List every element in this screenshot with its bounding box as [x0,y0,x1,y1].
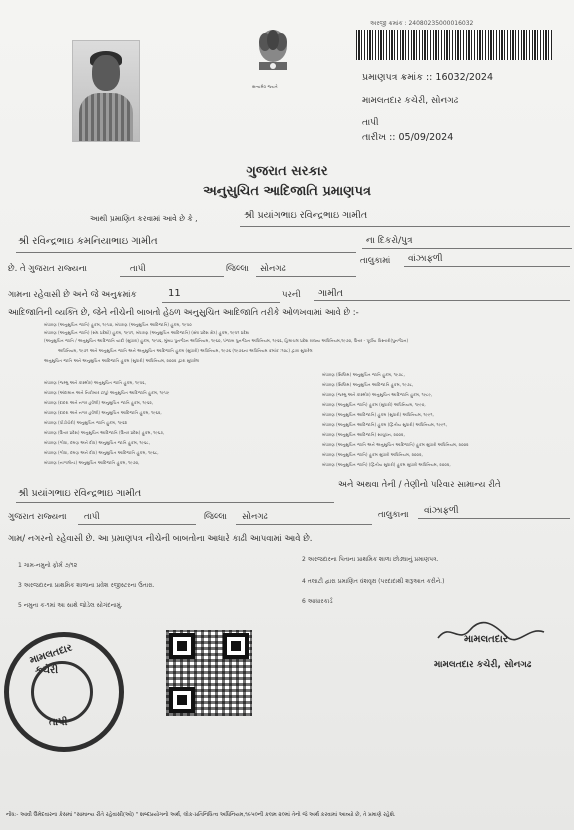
government-title: ગુજરાત સરકાર [246,164,328,179]
document-item: 2 અરજદારના પિતાના પ્રાથમિક શાળા છોડ્યાનું પ્રમાણપત્ર. [302,556,439,563]
state-label: ગુજરાત રાજ્યના [8,512,67,522]
taluka-value-2: સોનગઢ [242,512,268,522]
signature-text: મામલતદાર [464,634,508,645]
order-left: બંધારણ (ઉત્તર પ્રદેશ) અનુસુચિત આદિજાતિ (ઉત્તર પ્રદેશ) હુકમ, ૧૯૬૭, [44,430,165,435]
office-name: મામલતદાર કચેરી, સોનગઢ [362,96,459,106]
tribe-name: ગામીત [318,288,343,299]
order-line: અનુસુચિત જાતિ અને અનુસુચિત આદિજાતિ હુકમ (સુધારો) અધિનિયમ, ૨૦૦૨ દ્વારા સુધારેલ [44,358,200,363]
village-value-2: વાંઝાફળી [424,506,459,516]
stamp-emblem-icon [31,661,93,723]
relation: ના દિકરો/પુત્ર [366,236,413,246]
district-value-2: તાપી [84,512,100,522]
taluka-value: સોનગઢ [260,264,286,274]
document-item: 6 આધારકાર્ડ [302,598,333,605]
footer-note: નોંધ:- આવી ઉમેદવારના કેસમાં "સામાન્ય રીતે રહેવાસી(ઓ) " શબ્દપ્રયોગનો અર્થ, લોક-પ્રતિનિધિત્વ અધિનિયમ,૧૯૫૦ની કલમ ૨૦માં તેનો જે અર્થ કરવામાં આવ્યો છે, તે પ્રમાણે રહેશે. [6,812,396,818]
village-line: ગામના રહેવાસી છે અને જે અનુક્રમાંક [8,290,137,300]
order-right: બંધારણ (અનુસુચિત આદિજાતિ) હુકમ (સુધારો) અધિનિયમ, ૧૯૯૧, [322,412,434,417]
district-label-1: જિલ્લા [226,264,249,274]
serial-number: 11 [168,288,181,299]
applicant-photo [72,40,140,142]
tribe-label: પરની [282,290,301,300]
office-stamp: મામલતદાર કચેરી તાપી [4,632,124,752]
family-line: અને અથવા તેની / તેણીનો પરિવાર સામાન્ય રીતે [338,480,501,490]
order-left: બંધારણ (દાદરા અને નગર હવેલી) અનુસુચિત આદિજાતિ હુકમ, ૧૯૬૨, [44,410,162,415]
document-item: 5 નમુના ક-૧માં આ સાથે જોડેલ સોગંદનામું. [18,602,123,609]
village-value: વાંઝાફળી [408,254,443,264]
order-left: બંધારણ (અંદામાન અને નિકોબાર ટાપુ) અનુસુચિત આદિજાતિ હુકમ, ૧૯૫૯ [44,390,170,395]
recognized-line: આદિજાતિની વ્યક્તિ છે, જેને નીચેની બાબતો હેઠળ અનુસુચિત આદિજાતિ તરીકે ઓળખવામાં આવે છે :- [8,308,359,318]
order-left: બંધારણ (પોંડીચેરી) અનુસુચિત જાતિ હુકમ, ૧૯૬૪ [44,420,128,425]
taluka-label: તાલુકામાં [360,256,391,266]
order-line: (અનુસુચિત જાતિ / અનુસુચિત આદિજાતિ યાદી (સુધારા) હુકમ, ૧૯૫૬, મુંબઇ પુનર્ગઠન અધિનિયમ, ૧૯૬૦, પંજાબ પુનર્ગઠન અધિનિયમ, ૧૯૬૬, હિમાચલ પ્રદેશ રાજ્ય અધિનિયમ,૧૯૭૦, ઉત્તર - પૂર્વીય વિસ્તારો(પુનર્ગઠન) [44,338,409,343]
certificate-title: અનુસુચિત આદિજાતિ પ્રમાણપત્ર [203,184,371,199]
applicant-name-2: શ્રી પ્રયાંગભાઇ રવિન્દ્રભાઇ ગામીત [18,488,142,499]
order-right: બંધારણ (જમ્મુ અને કાશ્મીર) અનુસુચિત આદિજાતિ હુકમ, ૧૯૮૯, [322,392,433,397]
district-label: તાપી [362,118,379,128]
order-right: બંધારણ (સિક્કિમ) અનુસુચિત જાતિ હુકમ, ૧૯૭૮, [322,372,405,377]
order-right: બંધારણ (અનુસુચિત જાતિ અને અનુસુચિત આદિજાતિ) હુકમ સુધારો અધિનિયમ, ૨૦૦૨ [322,442,469,447]
certify-line: આથી પ્રમાણિત કરવામાં આવે છે કે , [90,214,198,223]
order-left: બંધારણ (ગોવા, દમણ અને દીવ) અનુસુચિત આદિજાતિ હુકમ, ૧૯૬૮, [44,450,159,455]
barcode [356,30,552,60]
order-right: બંધારણ (અનુસુચિત જાતિ) હુકમ સુધારો અધિનિયમ, ૨૦૦૨, [322,452,423,457]
order-line: બંધારણ (અનુસુચિત જાતિ) હુકમ, ૧૯૫૦, બંધારણ (અનુસુચિત આદિજાતિ) હુકમ, ૧૯૫૦ [44,322,192,327]
applicant-name: શ્રી પ્રયાંગભાઇ રવિન્દ્રભાઇ ગામીત [244,210,368,221]
order-right: બંધારણ (અનુસુચિત આદિજાતિ) સાચુધન, ૨૦૦૨, [322,432,405,437]
order-left: બંધારણ (જમ્મુ અને કાશ્મીર) અનુસુચિત જાતિ હુકમ, ૧૯૫૬, [44,380,146,385]
certificate-number: પ્રમાણપત્ર ક્રમાંક :: 16032/2024 [362,72,493,83]
qr-code [166,630,252,716]
issue-date: તારીખ :: 05/09/2024 [362,132,454,143]
order-line: બંધારણ (અનુસુચિત જાતિ) (સંઘ પ્રદેશો) હુકમ, ૧૯૫૧, બંધારણ (અનુસુચિત આદિજાતિ) (સંઘ પ્રદેશ ક્ષેત્ર) હુકમ, ૧૯૫૧ પ્રદેશ [44,330,250,335]
application-number: અરજી ક્રમાંક : 24080235000016032 [370,20,474,27]
document-item: 3 અરજદારના પ્રાથમિક શાળાના પ્રવેશ રજીસ્ટરના ઉતારા. [18,582,155,589]
taluka-label-2: તાલુકાના [378,510,409,520]
order-right: બંધારણ (અનુસુચિત જાતિ) હુકમ (સુધારો) અધિનિયમ, ૧૯૯૦, [322,402,426,407]
order-left: બંધારણ (ગોવા, દમણ અને દીવ) અનુસુચિત જાતિ હુકમ, ૧૯૬૮, [44,440,150,445]
emblem-motto: સત્યમેવ જયતે [252,84,278,89]
national-emblem-icon [249,22,297,84]
residence-prefix: છે. તે ગુજરાત રાજ્યના [8,264,87,274]
order-line: અધિનિયમ, ૧૯૭૧ અને અનુસુચિત જાતિ અને અનુસુચિત આદિજાતિ હુકમ (સુધારો) અધિનિયમ, ૧૯૭૬ (૧૯૭૬ના અધિનિયમ ક્રમાંક :૧૦૮) દ્વારા સુધારેલ [58,348,313,353]
order-right: બંધારણ (અનુસુચિત આદિજાતિ) હુકમ (દ્વિતીય સુધારો) અધિનિયમ, ૧૯૯૧, [322,422,447,427]
order-left: બંધારણ (નાગાલેન્ડ) અનુસુચિત આદિજાતિ હુકમ, ૧૯૭૦, [44,460,140,465]
order-right: બંધારણ (સિક્કિમ) અનુસુચિત આદિજાતિ હુકમ, ૧૯૭૮, [322,382,414,387]
document-item: 4 તલાટી દ્વારા પ્રમાણિત વંશવૃક્ષ (પરદાદાથી શરૂઆત કરીને.) [302,578,445,585]
district-value: તાપી [130,264,146,274]
district-label-2: જિલ્લા [204,512,227,522]
order-left: બંધારણ (દાદરા અને નગર હવેલી) અનુસુચિત જાતિ હુકમ, ૧૯૬૨, [44,400,154,405]
document-item: 1 ગામ-નમુનો ફોર્મ ૭/૧૨ [18,562,78,569]
father-name: શ્રી રવિન્દ્રભાઇ કમનિયાભાઇ ગામીત [18,236,158,247]
issued-line: ગામ/ નગરનો રહેવાસી છે. આ પ્રમાણપત્ર નીચેની બાબતોના આધારે કાઢી આપવામાં આવે છે. [8,534,313,544]
order-right: બંધારણ (અનુસુચિત જાતિ) (દ્વિતીય સુધારો) હુકમ સુધારો અધિનિયમ, ૨૦૦૨, [322,462,451,467]
signature-office: મામલતદાર કચેરી, સોનગઢ [434,660,532,670]
